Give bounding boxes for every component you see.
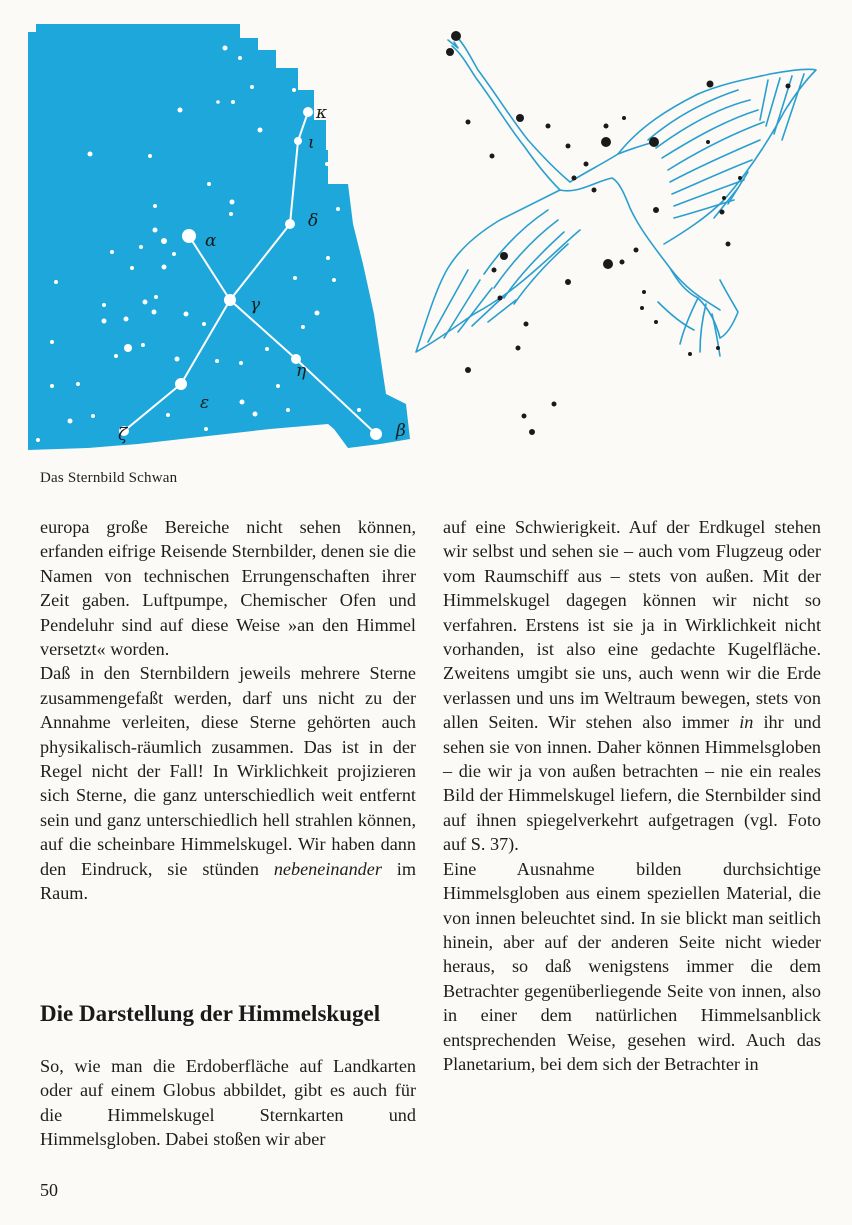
label-beta: β (396, 421, 406, 441)
star-gamma (224, 294, 236, 306)
right-column (443, 515, 821, 1076)
star-kappa (303, 107, 313, 117)
label-kappa: κ (316, 103, 328, 123)
left-column (40, 515, 416, 906)
star-alpha (182, 229, 196, 243)
left-paragraph-1: europa große Bereiche nicht sehen können, erfanden eifrige Reisende Sternbilder, denen sie die Namen von technischen Errungenschaften ihrer Zeit gaben. Luftpumpe, Chemischer Ofen und Pendeluhr sind auf diese Weise »an den Himmel versetzt« worden. (40, 517, 416, 660)
label-zeta: ζ (118, 425, 128, 445)
label-eta: η (296, 361, 307, 381)
label-gamma: γ (250, 295, 261, 315)
chart-background (28, 24, 410, 450)
star-epsilon (175, 378, 187, 390)
section-heading: Die Darstellung der Himmelskugel (40, 1001, 381, 1026)
swan-outline (416, 36, 816, 356)
left-paragraph-3: So, wie man die Erdoberfläche auf Landkarten oder auf einem Globus abbildet, gibt es auch für die Himmelskugel Sternkarten und Himmelsgloben. Dabei stoßen wir aber (40, 1056, 416, 1150)
label-iota: ι (308, 133, 315, 153)
emphasis-in: in (739, 712, 754, 733)
emphasis-nebeneinander: nebeneinander (273, 858, 382, 879)
label-epsilon: ε (200, 393, 210, 413)
right-paragraph-1: auf eine Schwierigkeit. Auf der Erdkugel stehen wir selbst und sehen sie – auch vom Flugzeug oder vom Raumschiff aus – stets von außen. Mit der Himmelskugel dagegen können wir nicht so verfahren. Erstens ist sie ja in Wirklichkeit nicht vorhanden, ist also eine gedachte Kugelfläche. Zweitens umgibt sie uns, auch wenn wir die Erde verlassen und uns im Weltraum bewegen, stets von allen Seiten. Wir stehen also immer in ihr und sehen sie von innen. Daher können Himmelsgloben – die wir ja von außen betrachten – nie ein reales Bild der Himmelskugel liefern, die Sternbilder sind auf ihnen spiegelverkehrt aufgetragen (vgl. Foto auf S. 37). (443, 517, 821, 855)
page-number: 50 (40, 1180, 58, 1200)
figure-caption: Das Sternbild Schwan (40, 470, 178, 486)
label-delta: δ (308, 211, 319, 231)
constellation-chart (28, 24, 413, 454)
star-delta (285, 219, 295, 229)
swan-illustration (408, 22, 828, 452)
label-alpha: α (205, 231, 217, 251)
star-iota (294, 137, 302, 145)
swan-stars (446, 31, 791, 435)
right-paragraph-2: Eine Ausnahme bilden durchsichtige Himmelsgloben aus einem speziellen Material, die von innen beleuchtet sind. In sie blickt man seitlich hinein, aber auf der anderen Seite nicht wieder heraus, so daß wenigstens immer die dem Betrachter gegenüberliegende Seite von innen, also in einer dem natürlichen Himmelsanblick entsprechenden Weise, gesehen wird. Auch das Planetarium, bei dem sich der Betrachter in (443, 858, 821, 1074)
star-beta (370, 428, 382, 440)
left-paragraph-2: Daß in den Sternbildern jeweils mehrere Sterne zusammengefaßt werden, darf uns nicht zu der Annahme verleiten, diese Sterne gehörten auch physikalisch-räumlich zusammen. Das ist in der Regel nicht der Fall! In Wirklichkeit projizieren sich Sterne, die ganz unterschiedlich weit entfernt sein und ganz unterschiedlich hell strahlen können, auf die scheinbare Himmelskugel. Wir haben dann den Eindruck, sie stünden nebeneinander im Raum. (40, 663, 416, 904)
left-column-lower (40, 1054, 416, 1152)
